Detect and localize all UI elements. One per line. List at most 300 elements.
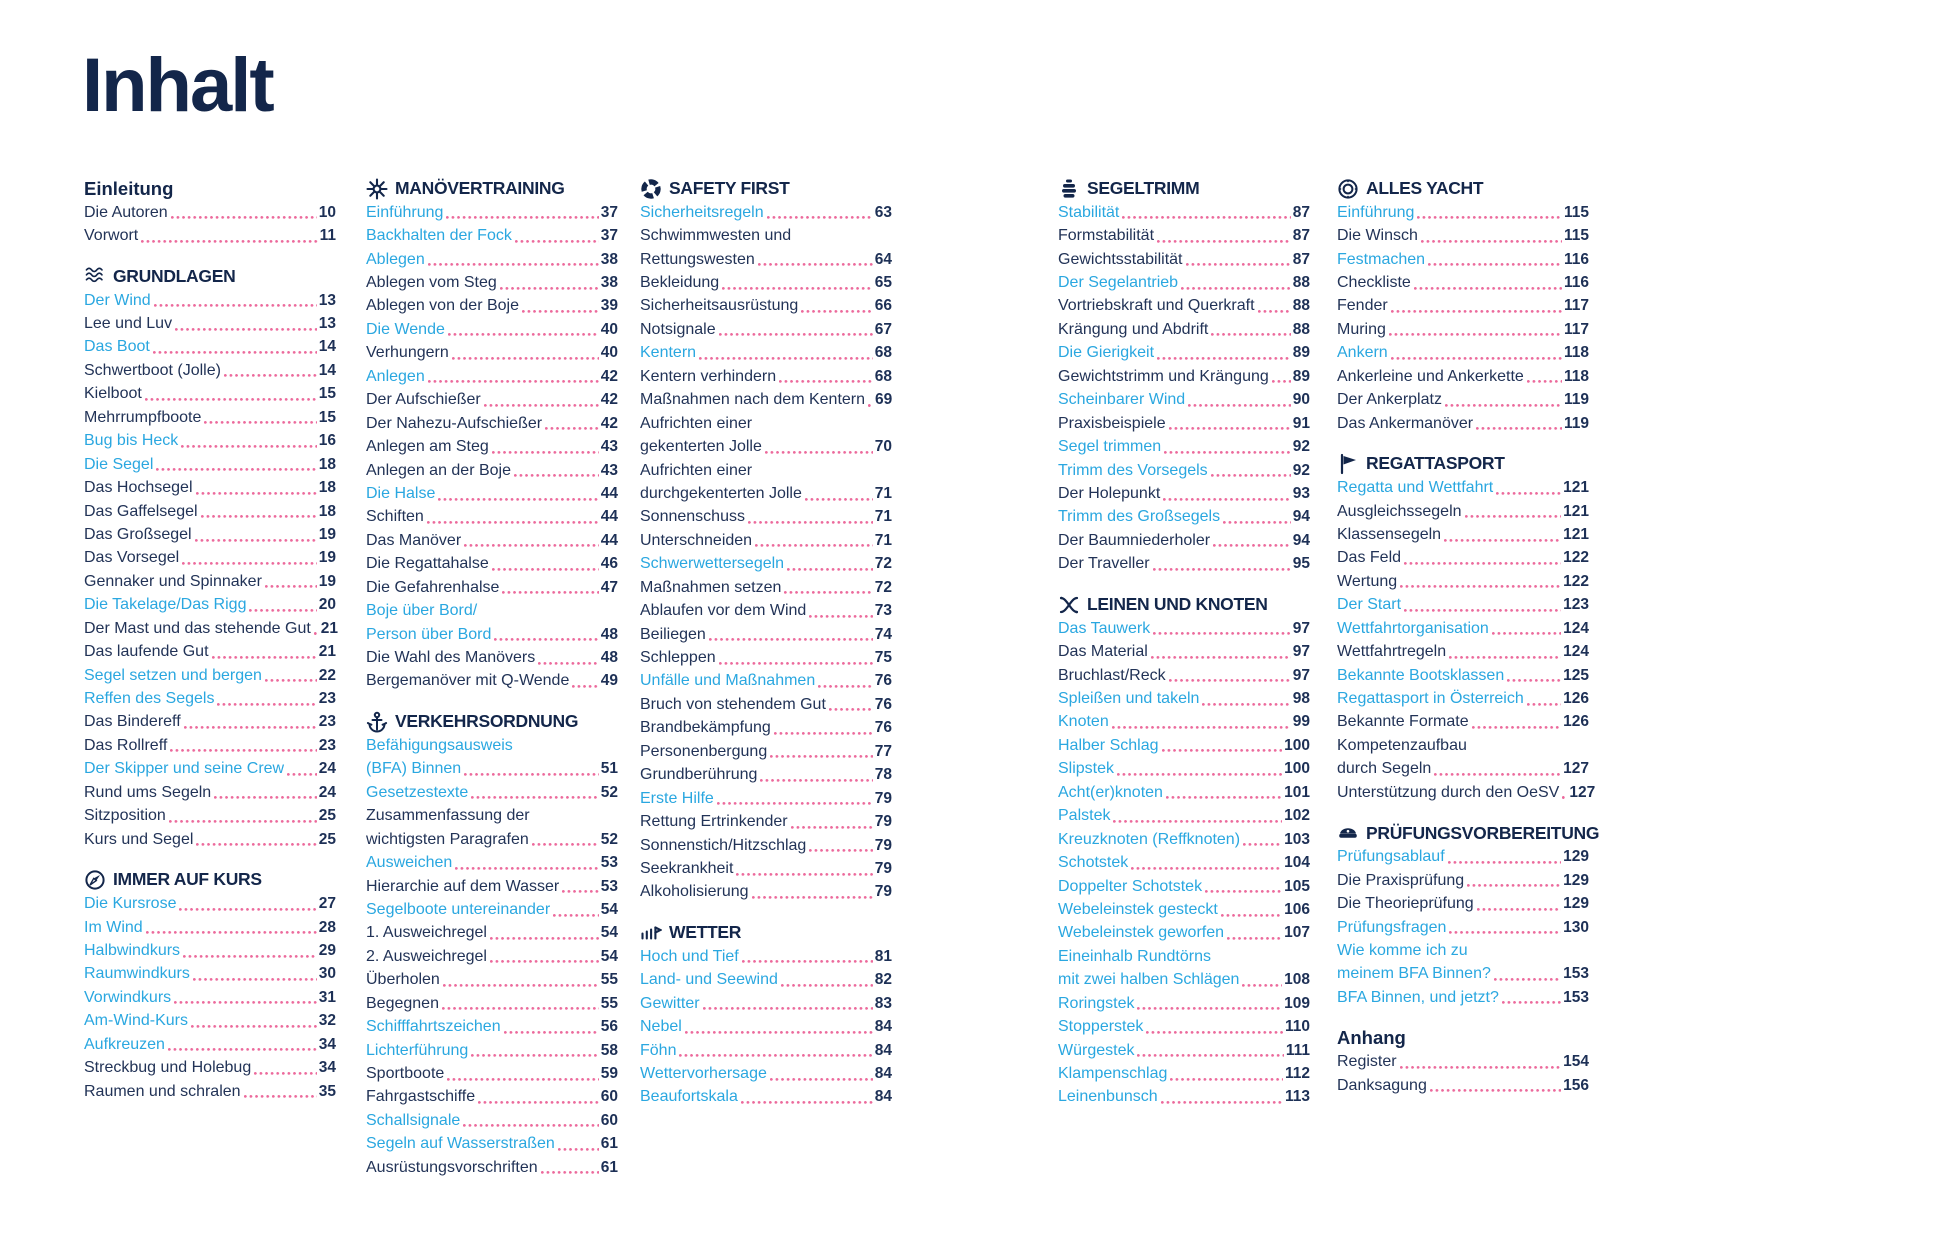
toc-entry-title: Hierarchie auf dem Wasser <box>366 877 560 895</box>
toc-entry[interactable] <box>640 1062 892 1085</box>
toc-entry <box>366 553 618 576</box>
page-number: 90 <box>1292 391 1310 409</box>
toc-entry[interactable] <box>1337 846 1589 869</box>
toc-entry <box>366 435 618 458</box>
page-number: 100 <box>1284 760 1310 778</box>
dot-leader <box>153 344 317 354</box>
toc-entry-title: Lichterführung <box>366 1041 469 1059</box>
dot-leader <box>254 1065 317 1075</box>
knot-icon <box>1058 594 1080 616</box>
dot-leader <box>214 790 317 800</box>
winch-icon <box>1058 178 1080 200</box>
toc-entry[interactable] <box>84 963 336 986</box>
toc-entry-title: Die Regattahalse <box>366 555 489 573</box>
toc-entry <box>640 717 892 740</box>
toc-entry-title: Die Praxisprüfung <box>1337 871 1465 889</box>
toc-entry <box>84 805 336 828</box>
toc-entry[interactable] <box>366 1039 618 1062</box>
toc-entry[interactable] <box>84 1033 336 1056</box>
toc-entry[interactable] <box>84 664 336 687</box>
toc-entry-title: Die Gefahrenhalse <box>366 578 500 596</box>
toc-entry[interactable] <box>1058 271 1310 294</box>
page-number: 53 <box>600 854 618 872</box>
page-number: 79 <box>874 789 892 807</box>
toc-entry-title: Die Takelage/Das Rigg <box>84 596 247 614</box>
page-number: 84 <box>874 1088 892 1106</box>
toc-entry-title: Person über Bord <box>366 625 492 643</box>
toc-entry[interactable] <box>366 318 618 341</box>
toc-entry <box>640 482 892 505</box>
toc-entry[interactable] <box>1058 459 1310 482</box>
toc-entry[interactable] <box>1337 342 1589 365</box>
page-number: 15 <box>318 385 336 403</box>
page-number: 71 <box>874 484 892 502</box>
dot-leader <box>446 209 598 219</box>
dot-leader <box>522 303 599 313</box>
toc-entry <box>640 506 892 529</box>
toc-entry-title: Halber Schlag <box>1058 736 1159 754</box>
toc-entry[interactable] <box>1058 1086 1310 1109</box>
toc-entry <box>1058 365 1310 388</box>
toc-entry-title: meinem BFA Binnen? <box>1337 965 1491 983</box>
toc-entry-title: Vortriebskraft und Querkraft <box>1058 297 1255 315</box>
toc-column-2 <box>366 176 618 1180</box>
toc-entry[interactable] <box>640 201 892 224</box>
dot-leader <box>1428 256 1562 266</box>
toc-entry[interactable] <box>1058 992 1310 1015</box>
toc-entry-title: Begegnen <box>366 994 439 1012</box>
toc-entry[interactable] <box>640 787 892 810</box>
toc-entry <box>84 406 336 429</box>
toc-entry <box>366 828 618 851</box>
toc-entry <box>366 969 618 992</box>
page-number: 60 <box>600 1088 618 1106</box>
toc-entry[interactable] <box>1058 1015 1310 1038</box>
toc-entry-title: Das Feld <box>1337 549 1402 567</box>
toc-entry-title: Sicherheitsregeln <box>640 203 764 221</box>
toc-entry[interactable] <box>1058 1062 1310 1085</box>
dot-leader <box>1417 209 1562 219</box>
dot-leader <box>719 655 873 665</box>
dot-leader <box>1404 555 1561 565</box>
dot-leader <box>558 1141 599 1151</box>
page-number: 81 <box>874 947 892 965</box>
dot-leader <box>1445 397 1562 407</box>
dot-leader <box>249 602 316 612</box>
dot-leader <box>741 1094 873 1104</box>
page-number: 65 <box>874 274 892 292</box>
toc-entry[interactable] <box>640 992 892 1015</box>
page-number: 10 <box>318 203 336 221</box>
toc-entry-title: Beiliegen <box>640 625 706 643</box>
toc-entry <box>1337 570 1589 593</box>
dot-leader <box>195 532 317 542</box>
page-number: 38 <box>600 250 618 268</box>
dot-leader <box>791 819 873 829</box>
dot-leader <box>1477 901 1561 911</box>
page-number: 92 <box>1292 438 1310 456</box>
toc-entry-title: Schleppen <box>640 649 716 667</box>
toc-entry <box>366 646 618 669</box>
toc-entry <box>1337 711 1589 734</box>
toc-entry-title: Das Manöver <box>366 531 462 549</box>
page-number: 28 <box>318 918 336 936</box>
toc-entry-title: Die Wahl des Manövers <box>366 649 536 667</box>
page-number: 127 <box>1563 760 1589 778</box>
toc-entry <box>640 881 892 904</box>
toc-entry-title: Schotstek <box>1058 854 1129 872</box>
toc-entry <box>1058 553 1310 576</box>
section-title: GRUNDLAGEN <box>113 265 236 286</box>
toc-entry[interactable] <box>366 201 618 224</box>
toc-entry-title: Gewitter <box>640 994 700 1012</box>
page-number: 61 <box>600 1135 618 1153</box>
toc-entry-title: Vorwort <box>84 227 139 245</box>
dot-leader <box>1449 924 1561 934</box>
toc-entry-title: Spleißen und takeln <box>1058 690 1200 708</box>
toc-entry[interactable] <box>1058 851 1310 874</box>
toc-entry[interactable] <box>366 365 618 388</box>
section-title: PRÜFUNGSVORBEREITUNG <box>1366 822 1600 843</box>
toc-entry[interactable] <box>366 1015 618 1038</box>
toc-entry-title: Wettfahrtorganisation <box>1337 619 1489 637</box>
toc-entry-title: Praxisbeispiele <box>1058 414 1166 432</box>
toc-entry[interactable] <box>84 986 336 1009</box>
anchor-icon <box>366 711 388 733</box>
page-number: 100 <box>1284 736 1310 754</box>
dot-leader <box>709 631 873 641</box>
page-number: 125 <box>1563 666 1589 684</box>
page-number: 113 <box>1284 1088 1310 1106</box>
toc-entry <box>366 875 618 898</box>
toc-entry-title: Seekrankheit <box>640 859 734 877</box>
toc-entry <box>640 646 892 669</box>
page-number: 66 <box>874 297 892 315</box>
toc-entry[interactable] <box>84 916 336 939</box>
dot-leader <box>1211 467 1291 477</box>
toc-entry-title: Ablegen von der Boje <box>366 297 519 315</box>
toc-entry-title: Der Ankerplatz <box>1337 391 1442 409</box>
toc-entry[interactable] <box>640 1039 892 1062</box>
page-number: 18 <box>318 455 336 473</box>
dot-leader <box>1465 508 1562 518</box>
toc-entry <box>1337 389 1589 412</box>
dot-leader <box>490 930 599 940</box>
toc-entry[interactable] <box>1058 342 1310 365</box>
toc-entry-title: Wettervorhersage <box>640 1065 767 1083</box>
dot-leader <box>196 836 316 846</box>
page-number: 37 <box>600 203 618 221</box>
dot-leader <box>779 374 873 384</box>
dot-leader <box>1166 790 1282 800</box>
toc-entry <box>1337 318 1589 341</box>
dot-leader <box>1113 813 1282 823</box>
page-number: 32 <box>318 1012 336 1030</box>
toc-entry-title: Die Gierigkeit <box>1058 344 1155 362</box>
toc-entry-continued <box>640 459 892 482</box>
toc-entry-title: Die Winsch <box>1337 227 1418 245</box>
toc-entry-title: Rund ums Segeln <box>84 783 212 801</box>
page-number: 42 <box>600 391 618 409</box>
toc-entry <box>84 781 336 804</box>
toc-entry-continued <box>366 805 618 828</box>
toc-entry[interactable] <box>366 898 618 921</box>
toc-entry[interactable] <box>84 594 336 617</box>
page-number: 55 <box>600 971 618 989</box>
toc-entry-continued[interactable] <box>366 599 618 622</box>
dot-leader <box>1157 350 1291 360</box>
page-number: 56 <box>600 1018 618 1036</box>
toc-entry[interactable] <box>1337 986 1589 1009</box>
toc-entry[interactable] <box>84 939 336 962</box>
dot-leader <box>438 491 598 501</box>
page-number: 18 <box>318 502 336 520</box>
dot-leader <box>141 233 317 243</box>
dot-leader <box>1162 743 1283 753</box>
toc-entry[interactable] <box>1058 828 1310 851</box>
toc-entry[interactable] <box>366 623 618 646</box>
dot-leader <box>1122 209 1290 219</box>
toc-entry[interactable] <box>1058 506 1310 529</box>
toc-entry[interactable] <box>84 289 336 312</box>
toc-entry[interactable] <box>1058 898 1310 921</box>
toc-entry[interactable] <box>366 224 618 247</box>
toc-entry-continued[interactable] <box>1058 945 1310 968</box>
section-heading-alles-yacht <box>1337 176 1589 201</box>
dot-leader <box>572 678 598 688</box>
page-number: 118 <box>1563 344 1589 362</box>
page-number: 102 <box>1284 807 1310 825</box>
toc-entry[interactable] <box>1058 781 1310 804</box>
toc-entry[interactable] <box>366 1133 618 1156</box>
toc-entry <box>366 342 618 365</box>
toc-entry-title: durchgekenterten Jolle <box>640 484 802 502</box>
dot-leader <box>829 702 873 712</box>
dot-leader <box>1211 327 1290 337</box>
page-number: 115 <box>1563 203 1589 221</box>
page-title: Inhalt <box>82 43 273 128</box>
toc-entry-title: Gewichtstrimm und Krängung <box>1058 367 1269 385</box>
dot-leader <box>179 901 316 911</box>
dot-leader <box>201 508 317 518</box>
anemometer-icon <box>640 922 662 944</box>
toc-entry-title: Föhn <box>640 1041 677 1059</box>
toc-entry[interactable] <box>84 336 336 359</box>
toc-entry <box>1058 295 1310 318</box>
page-number: 87 <box>1292 227 1310 245</box>
dot-leader <box>532 836 599 846</box>
toc-entry-title: Personenbergung <box>640 742 768 760</box>
toc-entry[interactable] <box>84 453 336 476</box>
dot-leader <box>722 280 873 290</box>
page-number: 129 <box>1563 895 1589 913</box>
page-number: 24 <box>318 760 336 778</box>
ship-wheel-icon <box>366 178 388 200</box>
toc-entry[interactable] <box>640 553 892 576</box>
page-number: 39 <box>600 297 618 315</box>
toc-entry[interactable] <box>1337 963 1589 986</box>
page-number: 88 <box>1292 320 1310 338</box>
toc-entry-title: Prüfungsablauf <box>1337 848 1445 866</box>
toc-entry[interactable] <box>1337 687 1589 710</box>
toc-entry-title: Alkoholisierung <box>640 883 749 901</box>
page-number: 126 <box>1563 690 1589 708</box>
toc-entry-title: Beaufortskala <box>640 1088 738 1106</box>
toc-entry[interactable] <box>1058 758 1310 781</box>
toc-entry-title: Ablegen vom Steg <box>366 274 497 292</box>
page-number: 119 <box>1563 414 1589 432</box>
toc-entry[interactable] <box>84 687 336 710</box>
dot-leader <box>1527 374 1562 384</box>
dot-leader <box>169 813 317 823</box>
page-number: 38 <box>600 274 618 292</box>
page-number: 31 <box>318 988 336 1006</box>
page-number: 19 <box>318 572 336 590</box>
toc-column-1 <box>84 176 339 1103</box>
dot-leader <box>1153 625 1291 635</box>
toc-entry[interactable] <box>640 1015 892 1038</box>
toc-entry <box>84 476 336 499</box>
toc-entry[interactable] <box>1058 875 1310 898</box>
toc-entry-title: Knoten <box>1058 713 1109 731</box>
page-number: 130 <box>1563 918 1589 936</box>
toc-entry-title: Webeleinstek geworfen <box>1058 924 1225 942</box>
dot-leader <box>1221 907 1282 917</box>
page-number: 108 <box>1284 971 1310 989</box>
toc-entry[interactable] <box>84 430 336 453</box>
toc-entry[interactable] <box>1058 435 1310 458</box>
toc-entry[interactable] <box>84 1010 336 1033</box>
toc-entry <box>84 547 336 570</box>
toc-entry[interactable] <box>1058 389 1310 412</box>
toc-entry[interactable] <box>1058 969 1310 992</box>
toc-entry-title: Nebel <box>640 1018 682 1036</box>
dot-leader <box>428 374 599 384</box>
page-number: 116 <box>1563 274 1589 292</box>
toc-entry[interactable] <box>1058 201 1310 224</box>
page-number: 11 <box>319 227 336 245</box>
toc-entry-title: Acht(er)knoten <box>1058 783 1163 801</box>
toc-entry-title: Überholen <box>366 971 440 989</box>
dot-leader <box>685 1024 873 1034</box>
page-number: 119 <box>1563 391 1589 409</box>
dot-leader <box>1496 485 1561 495</box>
toc-entry[interactable] <box>1058 734 1310 757</box>
section-heading-manoevertraining <box>366 176 618 201</box>
toc-entry[interactable] <box>366 851 618 874</box>
dot-leader <box>314 625 319 635</box>
toc-entry[interactable] <box>1058 805 1310 828</box>
dot-leader <box>703 1000 873 1010</box>
toc-entry[interactable] <box>366 781 618 804</box>
toc-entry-title: Der Nahezu-Aufschießer <box>366 414 543 432</box>
toc-entry <box>640 271 892 294</box>
toc-entry[interactable] <box>1058 711 1310 734</box>
page-number: 82 <box>874 971 892 989</box>
page-number: 79 <box>874 883 892 901</box>
toc-entry-continued[interactable] <box>1337 939 1589 962</box>
dot-leader <box>1146 1024 1283 1034</box>
toc-entry[interactable] <box>366 758 618 781</box>
page-number: 77 <box>874 742 892 760</box>
toc-entry <box>366 1062 618 1085</box>
toc-entry[interactable] <box>84 758 336 781</box>
toc-entry[interactable] <box>640 342 892 365</box>
toc-entry <box>1058 482 1310 505</box>
page-number: 84 <box>874 1018 892 1036</box>
page-number: 79 <box>874 859 892 877</box>
toc-entry[interactable] <box>640 945 892 968</box>
dot-leader <box>1202 696 1290 706</box>
toc-entry[interactable] <box>1337 664 1589 687</box>
toc-entry <box>1337 869 1589 892</box>
dot-leader <box>868 397 873 407</box>
toc-entry-title: Rettungswesten <box>640 250 755 268</box>
toc-entry[interactable] <box>84 892 336 915</box>
toc-entry[interactable] <box>1337 594 1589 617</box>
toc-entry[interactable] <box>1337 248 1589 271</box>
toc-entry <box>84 523 336 546</box>
toc-entry[interactable] <box>1337 617 1589 640</box>
dot-leader <box>1400 1059 1562 1069</box>
toc-entry-title: Stopperstek <box>1058 1018 1144 1036</box>
page-number: 29 <box>318 941 336 959</box>
page-number: 24 <box>318 783 336 801</box>
page-number: 115 <box>1563 227 1589 245</box>
toc-entry[interactable] <box>640 969 892 992</box>
toc-entry[interactable] <box>1337 476 1589 499</box>
toc-entry[interactable] <box>1337 201 1589 224</box>
toc-entry-title: wichtigsten Paragrafen <box>366 830 529 848</box>
page-number: 99 <box>1292 713 1310 731</box>
page-number: 44 <box>600 531 618 549</box>
toc-entry-title: Segel setzen und bergen <box>84 666 262 684</box>
toc-entry-continued[interactable] <box>366 734 618 757</box>
toc-entry[interactable] <box>1337 916 1589 939</box>
toc-entry[interactable] <box>366 1109 618 1132</box>
page-number: 23 <box>318 690 336 708</box>
toc-entry-title: Formstabilität <box>1058 227 1155 245</box>
dot-leader <box>174 995 317 1005</box>
toc-entry-title: Trimm des Vorsegels <box>1058 461 1208 479</box>
dot-leader <box>784 584 872 594</box>
toc-entry-title: Aufrichten einer <box>640 414 753 432</box>
toc-entry-title: Roringstek <box>1058 994 1135 1012</box>
toc-entry <box>84 224 336 247</box>
dot-leader <box>752 889 873 899</box>
dot-leader <box>464 766 599 776</box>
toc-entry-title: Unterstützung durch den OeSV <box>1337 783 1560 801</box>
toc-entry[interactable] <box>1058 922 1310 945</box>
dot-leader <box>504 1024 599 1034</box>
toc-entry[interactable] <box>640 670 892 693</box>
dot-leader <box>1527 696 1561 706</box>
toc-entry-title: Hoch und Tief <box>640 947 739 965</box>
section-title: REGATTASPORT <box>1366 453 1505 474</box>
toc-entry[interactable] <box>1058 687 1310 710</box>
toc-entry[interactable] <box>640 1086 892 1109</box>
toc-entry-title: Backhalten der Fock <box>366 227 512 245</box>
dot-leader <box>196 485 317 495</box>
dot-leader <box>1389 327 1562 337</box>
page-number: 68 <box>874 367 892 385</box>
toc-entry[interactable] <box>366 248 618 271</box>
toc-entry-title: Fender <box>1337 297 1388 315</box>
toc-entry[interactable] <box>1058 617 1310 640</box>
toc-entry[interactable] <box>1058 1039 1310 1062</box>
dot-leader <box>514 467 599 477</box>
toc-entry[interactable] <box>366 482 618 505</box>
